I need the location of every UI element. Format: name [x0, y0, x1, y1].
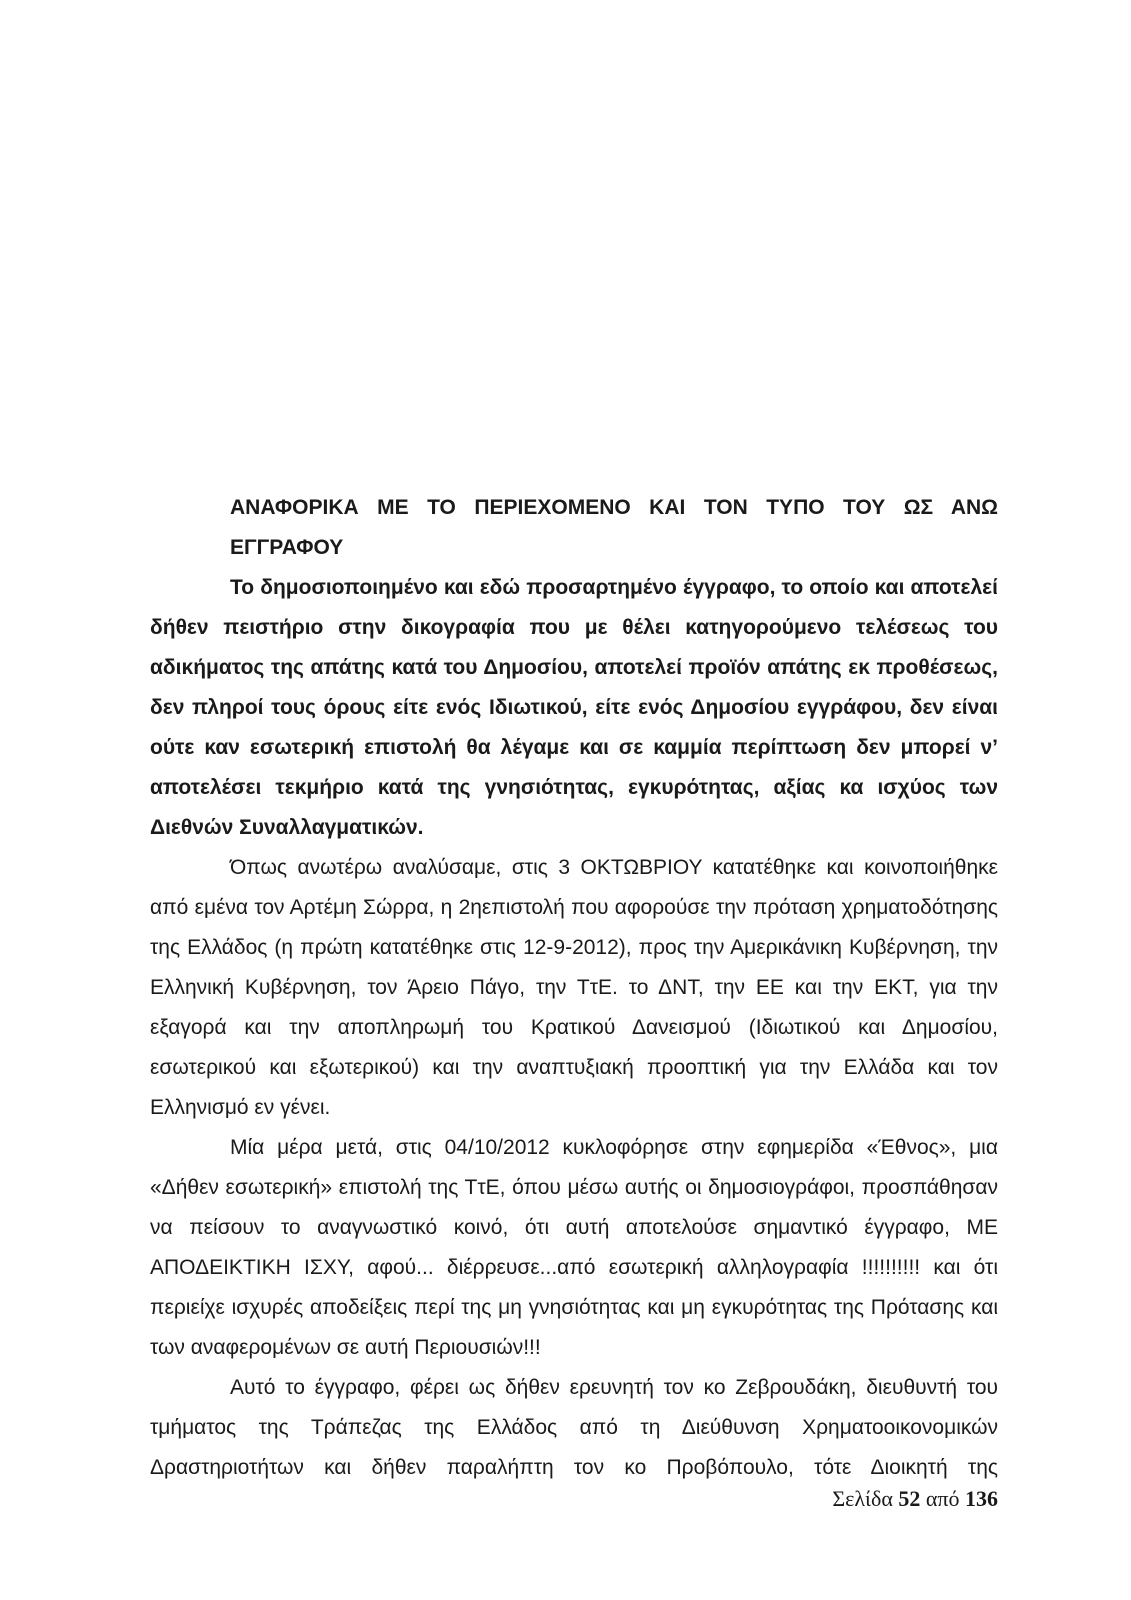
paragraph-2: Όπως ανωτέρω αναλύσαμε, στις 3 ΟΚΤΩΒΡΙΟΥ κατατέθηκε και κοινοποιήθηκε από εμένα τον Αρτέμη Σώρρα, η 2ηεπιστολή που αφορούσε την πρόταση χρηματοδότησης της Ελλάδος (η πρώτη κατατέθηκε στις 12-9-2012), προς την Αμερικάνικη Κυβέρνηση, την Ελληνική Κυβέρνηση, τον Άρειο Πάγο, την ΤτΕ. το ΔΝΤ, την ΕΕ και την ΕΚΤ, για την εξαγορά και την αποπληρωμή του Κρατικού Δανεισμού (Ιδιωτικού και Δημοσίου, εσωτερικού και εξωτερικού) και την αναπτυξιακή προοπτική για την Ελλάδα και τον Ελληνισμό εν γένει.	[150, 856, 998, 1119]
footer-total: 136	[965, 1486, 998, 1511]
section-heading: ΑΝΑΦΟΡΙΚΑ ΜΕ ΤΟ ΠΕΡΙΕΧΟΜΕΝΟ ΚΑΙ ΤΟΝ ΤΥΠΟ ΤΟΥ ΩΣ ΑΝΩ ΕΓΓΡΑΦΟΥ	[230, 496, 998, 559]
page-number-footer	[832, 1486, 998, 1512]
document-body	[150, 488, 998, 1488]
paragraph-1: Το δημοσιοποιημένο και εδώ προσαρτημένο έγγραφο, το οποίο και αποτελεί δήθεν πειστήριο στην δικογραφία που με θέλει κατηγορούμενο τελέσεως του αδικήματος της απάτης κατά του Δημοσίου, αποτελεί προϊόν απάτης εκ προθέσεως, δεν πληροί τους όρους είτε ενός Ιδιωτικού, είτε ενός Δημοσίου εγγράφου, δεν είναι ούτε καν εσωτερική επιστολή θα λέγαμε και σε καμμία περίπτωση δεν μπορεί ν’ αποτελέσει τεκμήριο κατά της γνησιότητας, εγκυρότητας, αξίας κα ισχύος των Διεθνών Συναλλαγματικών.	[150, 576, 998, 839]
paragraph-4: Αυτό το έγγραφο, φέρει ως δήθεν ερευνητή τον κο Ζεβρουδάκη, διευθυντή του τμήματος της Τράπεζας της Ελλάδος από τη Διεύθυνση Χρηματοοικονομικών Δραστηριοτήτων και δήθεν παραλήπτη τον κο Προβόπουλο, τότε Διοικητή της	[150, 1376, 998, 1479]
footer-prefix: Σελίδα	[832, 1486, 899, 1511]
footer-page: 52	[898, 1486, 921, 1511]
paragraph-3: Μία μέρα μετά, στις 04/10/2012 κυκλοφόρησε στην εφημερίδα «Έθνος», μια «Δήθεν εσωτερική» επιστολή της ΤτΕ, όπου μέσω αυτής οι δημοσιογράφοι, προσπάθησαν να πείσουν το αναγνωστικό κοινό, ότι αυτή αποτελούσε σημαντικό έγγραφο, ΜΕ ΑΠΟΔΕΙΚΤΙΚΗ ΙΣΧΥ, αφού... διέρρευσε...από εσωτερική αλληλογραφία !!!!!!!!!! και ότι περιείχε ισχυρές αποδείξεις περί της μη γνησιότητας και μη εγκυρότητας της Πρότασης και των αναφερομένων σε αυτή Περιουσιών!!!	[150, 1136, 998, 1359]
footer-middle: από	[920, 1486, 965, 1511]
